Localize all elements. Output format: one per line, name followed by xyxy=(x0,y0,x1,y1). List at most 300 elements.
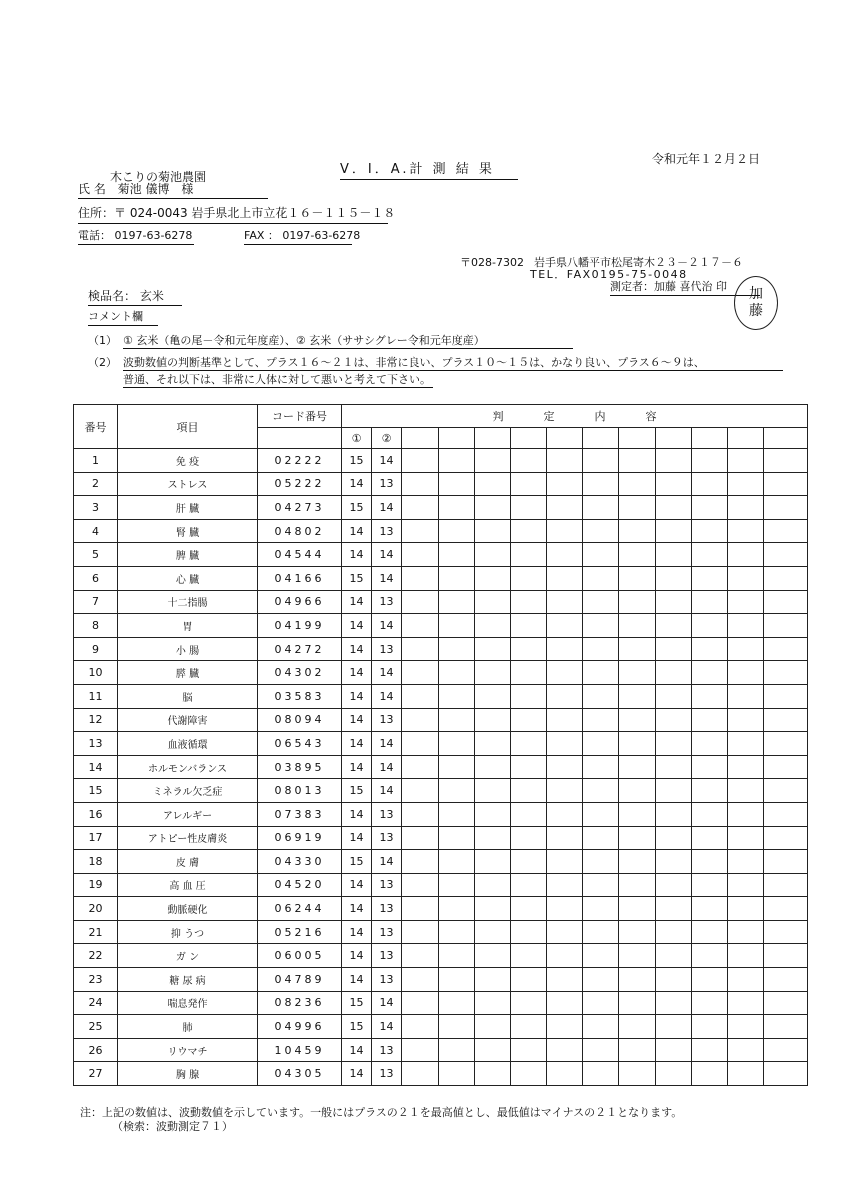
row-code: 06543 xyxy=(258,732,342,756)
judgment-cell xyxy=(511,897,547,921)
judgment-cell xyxy=(764,637,808,661)
judgment-cell xyxy=(656,1038,692,1062)
judgment-cell xyxy=(511,1015,547,1039)
judgment-cell xyxy=(764,519,808,543)
judgment-cell xyxy=(511,1062,547,1086)
row-number: 9 xyxy=(74,637,118,661)
judgment-cell xyxy=(692,1038,728,1062)
judgment-cell xyxy=(764,449,808,473)
header-judgment: 判定内容 xyxy=(342,405,808,428)
judgment-cell xyxy=(656,991,692,1015)
judgment-cell xyxy=(583,1038,619,1062)
judgment-cell xyxy=(439,850,475,874)
table-row xyxy=(74,543,808,567)
judgment-cell xyxy=(402,708,439,732)
judgment-cell xyxy=(439,543,475,567)
table-row xyxy=(74,1015,808,1039)
row-item: ホルモンバランス xyxy=(118,755,258,779)
judgment-cell xyxy=(619,684,656,708)
judgment-cell xyxy=(439,732,475,756)
judgment-cell xyxy=(439,428,475,449)
row-number: 16 xyxy=(74,802,118,826)
comment-1-text: ① 玄米（亀の尾－令和元年度産）、② 玄米（ササシグレー令和元年度産） xyxy=(123,332,573,349)
judgment-cell xyxy=(583,449,619,473)
row-value-2: 13 xyxy=(372,968,402,992)
table-row xyxy=(74,566,808,590)
lab-zip: 〒028-7302 xyxy=(460,256,524,269)
row-item: 抑 うつ xyxy=(118,920,258,944)
judgment-cell xyxy=(402,897,439,921)
judgment-cell xyxy=(764,661,808,685)
row-value-1: 14 xyxy=(342,708,372,732)
judgment-cell xyxy=(764,944,808,968)
comment-2-number: （2） xyxy=(88,356,117,369)
judgment-cell xyxy=(475,732,511,756)
judgment-cell xyxy=(764,1062,808,1086)
table-row xyxy=(74,684,808,708)
row-value-2: 13 xyxy=(372,637,402,661)
row-code: 04302 xyxy=(258,661,342,685)
row-value-2: 13 xyxy=(372,519,402,543)
judgment-cell xyxy=(692,755,728,779)
judgment-cell xyxy=(547,1062,583,1086)
client-phone: 0197-63-6278 xyxy=(114,229,193,242)
row-item: アレルギー xyxy=(118,802,258,826)
judgment-cell xyxy=(475,850,511,874)
row-value-2: 14 xyxy=(372,661,402,685)
measurer-seal-mark: 印 xyxy=(716,280,727,293)
judgment-cell xyxy=(511,873,547,897)
row-value-2: 13 xyxy=(372,897,402,921)
row-value-1: 14 xyxy=(342,826,372,850)
judgment-cell xyxy=(656,779,692,803)
judgment-cell xyxy=(764,968,808,992)
judgment-cell xyxy=(475,826,511,850)
judgment-cell xyxy=(439,472,475,496)
table-row xyxy=(74,897,808,921)
row-number: 15 xyxy=(74,779,118,803)
judgment-cell xyxy=(583,614,619,638)
judgment-cell xyxy=(475,1038,511,1062)
judgment-cell xyxy=(764,850,808,874)
table-row xyxy=(74,920,808,944)
judgment-cell xyxy=(475,590,511,614)
judgment-cell xyxy=(692,732,728,756)
judgment-cell xyxy=(728,1015,764,1039)
fax-label: FAX ： xyxy=(244,229,279,242)
judgment-cell xyxy=(511,684,547,708)
row-number: 20 xyxy=(74,897,118,921)
judgment-cell xyxy=(547,566,583,590)
judgment-cell xyxy=(728,920,764,944)
row-item: アトピー性皮膚炎 xyxy=(118,826,258,850)
row-value-1: 14 xyxy=(342,1062,372,1086)
row-number: 13 xyxy=(74,732,118,756)
judgment-cell xyxy=(511,449,547,473)
judgment-cell xyxy=(728,991,764,1015)
row-item: 高 血 圧 xyxy=(118,873,258,897)
judgment-cell xyxy=(728,684,764,708)
judgment-cell xyxy=(511,732,547,756)
judgment-cell xyxy=(511,1038,547,1062)
row-number: 19 xyxy=(74,873,118,897)
judgment-cell xyxy=(728,428,764,449)
judgment-cell xyxy=(656,543,692,567)
judgment-cell xyxy=(692,449,728,473)
row-value-2: 14 xyxy=(372,614,402,638)
judgment-cell xyxy=(439,755,475,779)
judgment-cell xyxy=(547,779,583,803)
judgment-cell xyxy=(511,968,547,992)
judgment-cell xyxy=(728,590,764,614)
judgment-cell xyxy=(475,496,511,520)
judgment-cell xyxy=(583,566,619,590)
results-table xyxy=(73,404,808,1086)
judgment-cell xyxy=(656,1015,692,1039)
judgment-cell xyxy=(475,661,511,685)
judgment-cell xyxy=(583,732,619,756)
judgment-cell xyxy=(402,732,439,756)
judgment-cell xyxy=(511,991,547,1015)
judgment-cell xyxy=(475,802,511,826)
judgment-cell xyxy=(547,850,583,874)
table-row xyxy=(74,755,808,779)
row-number: 4 xyxy=(74,519,118,543)
row-value-1: 15 xyxy=(342,850,372,874)
judgment-cell xyxy=(583,779,619,803)
row-code: 04166 xyxy=(258,566,342,590)
table-row xyxy=(74,449,808,473)
row-value-2: 14 xyxy=(372,779,402,803)
row-item: 膵 臓 xyxy=(118,661,258,685)
header-item: 項目 xyxy=(118,405,258,449)
judgment-cell xyxy=(692,472,728,496)
row-value-1: 14 xyxy=(342,543,372,567)
judgment-cell xyxy=(764,684,808,708)
judgment-cell xyxy=(619,566,656,590)
row-number: 5 xyxy=(74,543,118,567)
judgment-cell xyxy=(764,566,808,590)
row-number: 23 xyxy=(74,968,118,992)
judgment-cell xyxy=(656,614,692,638)
judgment-cell xyxy=(547,472,583,496)
judgment-cell xyxy=(583,661,619,685)
judgment-cell xyxy=(692,944,728,968)
judgment-cell xyxy=(692,920,728,944)
row-value-2: 14 xyxy=(372,991,402,1015)
row-item: 動脈硬化 xyxy=(118,897,258,921)
row-value-1: 14 xyxy=(342,614,372,638)
judgment-cell xyxy=(619,428,656,449)
judgment-cell xyxy=(728,732,764,756)
row-number: 8 xyxy=(74,614,118,638)
judgment-cell xyxy=(547,802,583,826)
judgment-cell xyxy=(692,543,728,567)
row-value-1: 14 xyxy=(342,873,372,897)
judgment-cell xyxy=(728,802,764,826)
judgment-cell xyxy=(547,684,583,708)
judgment-cell xyxy=(475,543,511,567)
comment-2-line-2: 普通、それ以下は、非常に人体に対して悪いと考えて下さい。 xyxy=(123,373,431,386)
client-name: 菊池 儀博 xyxy=(117,182,170,196)
judgment-cell xyxy=(547,543,583,567)
judgment-cell xyxy=(619,802,656,826)
judgment-cell xyxy=(764,472,808,496)
table-row xyxy=(74,873,808,897)
row-number: 18 xyxy=(74,850,118,874)
measurer-label: 測定者： xyxy=(610,280,654,293)
table-row xyxy=(74,944,808,968)
judgment-cell xyxy=(656,566,692,590)
judgment-cell xyxy=(764,897,808,921)
judgment-cell xyxy=(547,826,583,850)
judgment-cell xyxy=(656,968,692,992)
row-code: 08094 xyxy=(258,708,342,732)
judgment-cell xyxy=(439,1015,475,1039)
client-address: 〒 024-0043 岩手県北上市立花１６－１１５－１８ xyxy=(114,206,396,220)
row-number: 7 xyxy=(74,590,118,614)
judgment-cell xyxy=(728,873,764,897)
row-item: 皮 膚 xyxy=(118,850,258,874)
judgment-cell xyxy=(764,802,808,826)
judgment-cell xyxy=(475,708,511,732)
judgment-cell xyxy=(439,449,475,473)
judgment-cell xyxy=(619,472,656,496)
judgment-cell xyxy=(692,897,728,921)
judgment-cell xyxy=(475,991,511,1015)
judgment-cell xyxy=(619,732,656,756)
judgment-cell xyxy=(511,496,547,520)
judgment-cell xyxy=(692,850,728,874)
judgment-cell xyxy=(619,826,656,850)
row-code: 04330 xyxy=(258,850,342,874)
footnote-reference: （検索：波動測定７１） xyxy=(112,1120,233,1133)
table-row xyxy=(74,779,808,803)
judgment-cell xyxy=(402,566,439,590)
judgment-cell xyxy=(656,472,692,496)
row-code: 04272 xyxy=(258,637,342,661)
judgment-cell xyxy=(728,543,764,567)
judgment-cell xyxy=(692,428,728,449)
judgment-cell xyxy=(475,614,511,638)
judgment-cell xyxy=(656,684,692,708)
judgment-cell xyxy=(511,944,547,968)
row-number: 26 xyxy=(74,1038,118,1062)
table-row xyxy=(74,661,808,685)
judgment-cell xyxy=(475,519,511,543)
row-value-1: 15 xyxy=(342,1015,372,1039)
judgment-cell xyxy=(583,826,619,850)
judgment-cell xyxy=(619,496,656,520)
row-value-2: 14 xyxy=(372,755,402,779)
judgment-cell xyxy=(511,543,547,567)
judgment-cell xyxy=(402,826,439,850)
judgment-cell xyxy=(402,428,439,449)
row-item: リウマチ xyxy=(118,1038,258,1062)
judgment-cell xyxy=(692,873,728,897)
judgment-cell xyxy=(402,991,439,1015)
judgment-cell xyxy=(511,802,547,826)
judgment-cell xyxy=(583,873,619,897)
judgment-cell xyxy=(511,428,547,449)
row-item: 十二指腸 xyxy=(118,590,258,614)
judgment-cell xyxy=(764,873,808,897)
judgment-cell xyxy=(511,566,547,590)
judgment-cell xyxy=(656,428,692,449)
judgment-cell xyxy=(656,873,692,897)
judgment-cell xyxy=(439,873,475,897)
row-value-1: 14 xyxy=(342,755,372,779)
row-number: 21 xyxy=(74,920,118,944)
row-item: 腎 臓 xyxy=(118,519,258,543)
judgment-cell xyxy=(728,472,764,496)
judgment-cell xyxy=(692,684,728,708)
judgment-cell xyxy=(728,566,764,590)
judgment-cell xyxy=(475,920,511,944)
judgment-cell xyxy=(656,496,692,520)
farm-name: 木こりの菊池農園 xyxy=(110,170,207,184)
judgment-cell xyxy=(692,590,728,614)
row-code: 02222 xyxy=(258,449,342,473)
table-row xyxy=(74,472,808,496)
judgment-cell xyxy=(619,519,656,543)
judgment-cell xyxy=(764,991,808,1015)
client-fax: 0197-63-6278 xyxy=(282,229,361,242)
judgment-cell xyxy=(475,1062,511,1086)
row-number: 12 xyxy=(74,708,118,732)
judgment-cell xyxy=(656,755,692,779)
table-row xyxy=(74,968,808,992)
row-code: 04544 xyxy=(258,543,342,567)
judgment-cell xyxy=(475,472,511,496)
row-value-1: 14 xyxy=(342,944,372,968)
row-value-1: 14 xyxy=(342,897,372,921)
judgment-cell xyxy=(728,1062,764,1086)
row-value-1: 14 xyxy=(342,968,372,992)
row-code: 04273 xyxy=(258,496,342,520)
row-code: 08236 xyxy=(258,991,342,1015)
judgment-cell xyxy=(728,897,764,921)
judgment-cell xyxy=(619,590,656,614)
judgment-cell xyxy=(402,779,439,803)
judgment-cell xyxy=(764,826,808,850)
row-value-2: 13 xyxy=(372,1062,402,1086)
row-value-1: 14 xyxy=(342,590,372,614)
judgment-cell xyxy=(656,920,692,944)
judgment-cell xyxy=(547,449,583,473)
table-row xyxy=(74,614,808,638)
row-code: 03895 xyxy=(258,755,342,779)
row-value-2: 14 xyxy=(372,850,402,874)
judgment-cell xyxy=(656,519,692,543)
judgment-cell xyxy=(728,755,764,779)
judgment-cell xyxy=(619,850,656,874)
name-label: 氏 名 xyxy=(78,182,106,196)
judgment-cell xyxy=(619,543,656,567)
row-value-2: 13 xyxy=(372,802,402,826)
product-name: 玄米 xyxy=(139,289,164,303)
judgment-cell xyxy=(764,755,808,779)
row-value-2: 13 xyxy=(372,1038,402,1062)
row-value-2: 14 xyxy=(372,496,402,520)
row-code: 10459 xyxy=(258,1038,342,1062)
judgment-cell xyxy=(547,755,583,779)
judgment-cell xyxy=(619,968,656,992)
row-item: 心 臓 xyxy=(118,566,258,590)
judgment-cell xyxy=(656,1062,692,1086)
row-code: 05222 xyxy=(258,472,342,496)
judgment-cell xyxy=(547,590,583,614)
judgment-cell xyxy=(439,920,475,944)
row-value-2: 13 xyxy=(372,590,402,614)
judgment-cell xyxy=(656,590,692,614)
judgment-cell xyxy=(439,661,475,685)
row-code: 05216 xyxy=(258,920,342,944)
judgment-cell xyxy=(619,614,656,638)
judgment-cell xyxy=(764,1015,808,1039)
judgment-cell xyxy=(583,428,619,449)
table-row xyxy=(74,802,808,826)
row-code: 04789 xyxy=(258,968,342,992)
comment-item-2 xyxy=(88,354,783,388)
client-fax-line xyxy=(244,227,361,245)
table-row xyxy=(74,519,808,543)
judgment-cell xyxy=(656,637,692,661)
row-value-1: 15 xyxy=(342,991,372,1015)
judgment-cell xyxy=(547,496,583,520)
judgment-cell xyxy=(764,590,808,614)
judgment-cell xyxy=(402,684,439,708)
judgment-cell xyxy=(619,755,656,779)
phone-label: 電話： xyxy=(78,229,111,242)
judgment-cell xyxy=(728,449,764,473)
judgment-cell xyxy=(402,920,439,944)
row-item: 肺 xyxy=(118,1015,258,1039)
judgment-cell xyxy=(619,1015,656,1039)
judgment-cell xyxy=(439,496,475,520)
judgment-cell xyxy=(475,637,511,661)
row-value-1: 14 xyxy=(342,802,372,826)
judgment-cell xyxy=(656,944,692,968)
judgment-cell xyxy=(511,779,547,803)
judgment-cell xyxy=(656,826,692,850)
judgment-cell xyxy=(475,449,511,473)
judgment-cell xyxy=(692,708,728,732)
judgment-cell xyxy=(439,708,475,732)
lab-tel-fax: TEL．FAX0195-75-0048 xyxy=(530,268,688,281)
header-code-sub xyxy=(258,428,342,449)
judgment-cell xyxy=(475,755,511,779)
judgment-cell xyxy=(547,897,583,921)
row-item: 代謝障害 xyxy=(118,708,258,732)
judgment-cell xyxy=(402,873,439,897)
judgment-cell xyxy=(511,637,547,661)
judgment-cell xyxy=(547,873,583,897)
judgment-cell xyxy=(583,920,619,944)
judgment-cell xyxy=(619,1062,656,1086)
judgment-cell xyxy=(511,472,547,496)
judgment-cell xyxy=(728,826,764,850)
judgment-cell xyxy=(692,637,728,661)
judgment-cell xyxy=(656,802,692,826)
header-number: 番号 xyxy=(74,405,118,449)
table-row xyxy=(74,590,808,614)
judgment-cell xyxy=(402,637,439,661)
row-value-2: 13 xyxy=(372,873,402,897)
document-date: 令和元年１２月２日 xyxy=(652,152,761,166)
judgment-cell xyxy=(692,496,728,520)
row-code: 04996 xyxy=(258,1015,342,1039)
